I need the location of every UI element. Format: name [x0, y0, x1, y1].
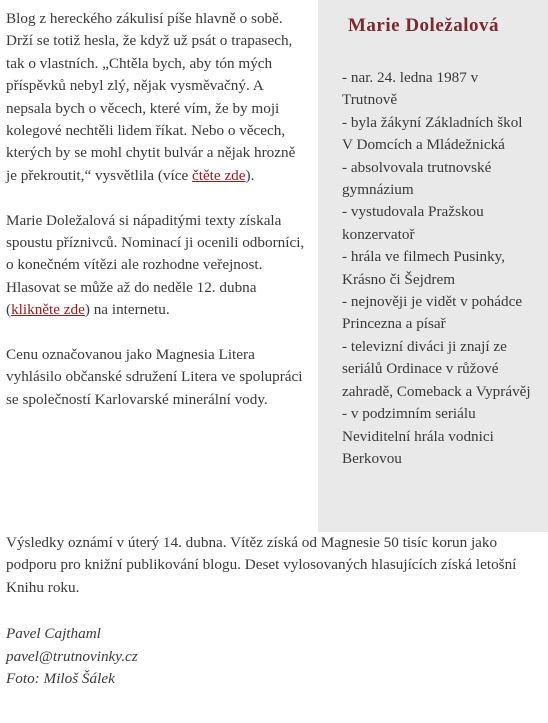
profile-fact: - byla žákyní Základních škol V Domcích a Mládežnická	[342, 113, 523, 154]
profile-fact: - absolvovala trutnovské gymnázium	[342, 158, 492, 199]
paragraph-text: Marie Doležalová si nápaditými texty získala spoustu příznivců. Nominací ji ocenili odborníci, o konečném vítězi ale rozhodne veřejnost. Hlasovat se může až do neděle 12. dubna (	[6, 211, 305, 319]
profile-fact: - hrála ve filmech Pusinky, Krásno či Šejdrem	[342, 248, 506, 288]
sidebar-title: Marie Doležalová	[348, 15, 499, 36]
paragraph-text: ).	[245, 166, 255, 184]
article-signature	[6, 623, 542, 690]
author-name: Pavel Cajthaml	[6, 625, 101, 643]
paragraph-text: ) na internetu.	[84, 301, 170, 319]
paragraph-results	[6, 532, 542, 599]
paragraph-text: Výsledky oznámí v úterý 14. dubna. Vítěz získá od Magnesie 50 tisíc korun jako podporu pro knižní publikování blogu. Deset vylosovaných hlasujících získá letošní Knihu roku.	[6, 534, 517, 596]
vote-link[interactable]: klikněte zde	[11, 301, 85, 319]
profile-fact: - televizní diváci ji znají ze seriálů Ordinace v růžové zahradě, Comeback a Vyprávěj	[342, 337, 531, 400]
profile-fact: - nar. 24. ledna 1987 v Trutnově	[342, 69, 479, 109]
profile-facts-list	[342, 67, 534, 470]
profile-sidebar	[318, 0, 548, 532]
author-email: pavel@trutnovinky.cz	[6, 647, 138, 665]
profile-fact: - nejnověji je vidět v pohádce Princezna a písař	[342, 293, 523, 333]
photo-credit: Foto: Miloš Šálek	[6, 670, 115, 688]
profile-fact: - vystudovala Pražskou konzervatoř	[342, 203, 484, 243]
profile-fact: - v podzimním seriálu Neviditelní hrála vodnici Berkovou	[342, 405, 494, 467]
article	[6, 8, 542, 690]
paragraph-text: Blog z hereckého zákulisí píše hlavně o sobě. Drží se totiž hesla, že když už psát o trapasech, tak o vlastních. „Chtěla bych, aby tón mých příspěvků nebyl zlý, nějak vysměvačný. A nepsala bych o věcech, které vím, že by moji kolegové nechtěli lidem říkat. Nebo o věcech, kterých by se mohl chytit bulvár a nějak hrozně je překroutit,“ vysvětlila (více	[6, 10, 296, 184]
read-more-link[interactable]: čtěte zde	[191, 166, 246, 184]
paragraph-text: Cenu označovanou jako Magnesia Litera vyhlásilo občanské sdružení Litera ve spolupráci se společností Karlovarské minerální vody.	[6, 346, 303, 408]
